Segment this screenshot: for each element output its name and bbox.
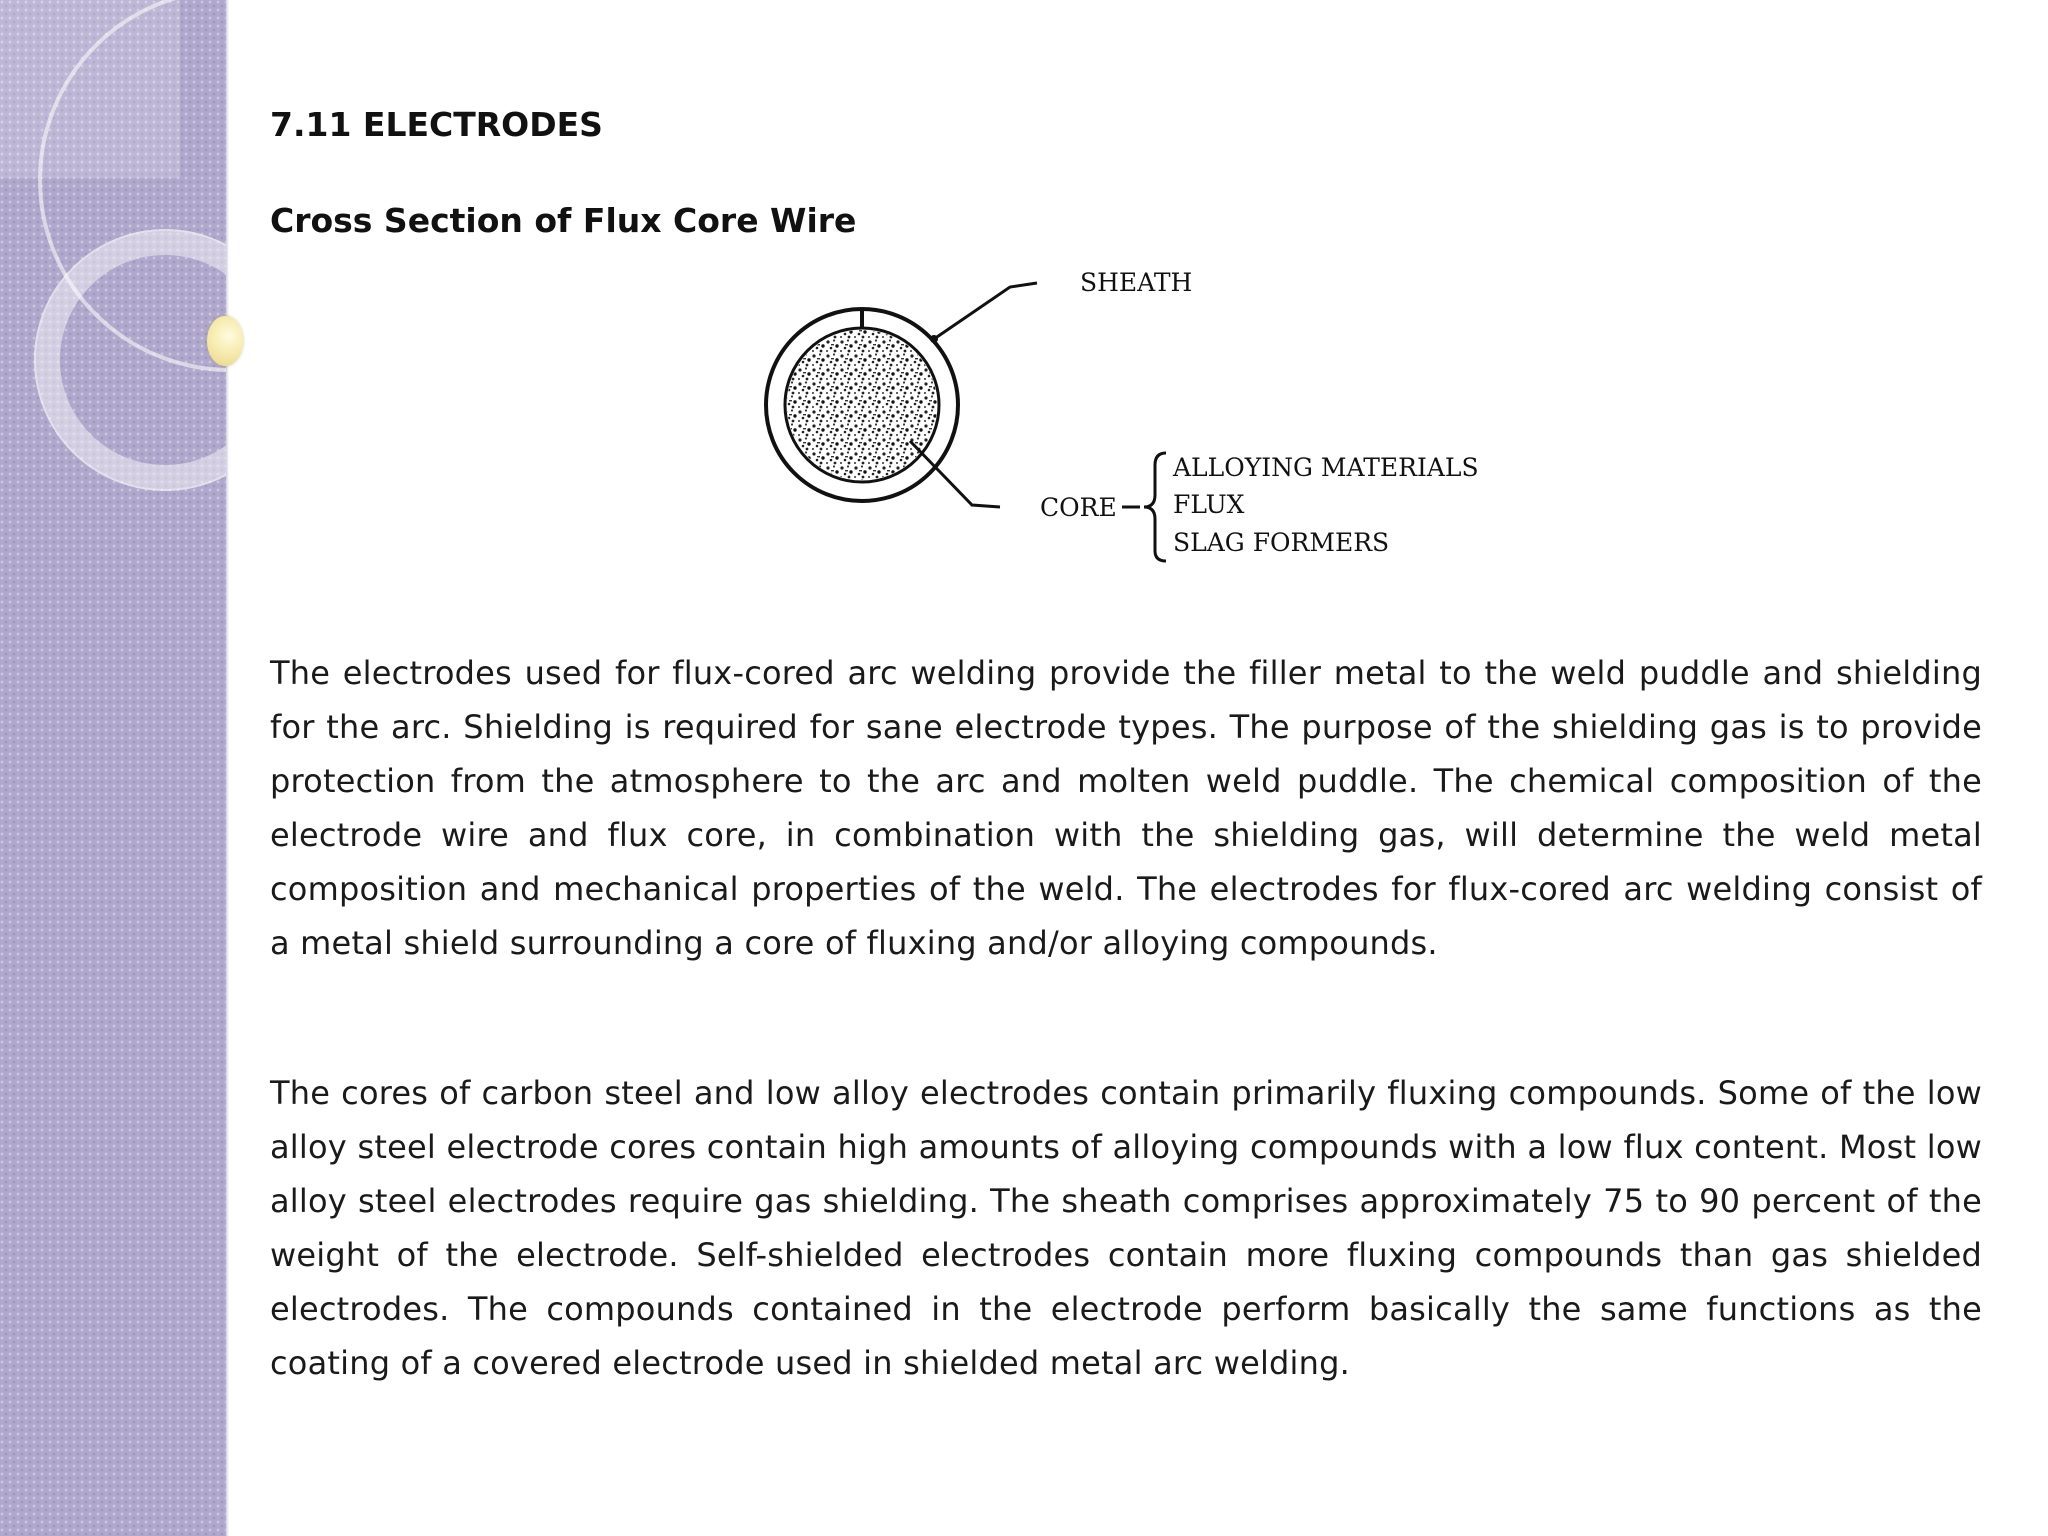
decorative-rings: [0, 0, 226, 1536]
heading-block: [270, 95, 1982, 251]
section-title: 7.11 ELECTRODES: [270, 105, 603, 144]
core-item-flux: FLUX: [1173, 490, 1245, 519]
sheath-label: SHEATH: [1080, 268, 1193, 297]
core-brace: [1144, 453, 1166, 561]
decorative-side-band: [0, 0, 226, 1536]
core-item-alloying: ALLOYING MATERIALS: [1173, 453, 1479, 482]
core-item-slag: SLAG FORMERS: [1173, 528, 1390, 557]
sheath-leader-dot: [930, 335, 938, 343]
core-label: CORE: [1040, 493, 1117, 522]
cross-section-drawing: [700, 255, 1520, 575]
side-band-edge: [226, 0, 229, 1536]
body-paragraph-2: The cores of carbon steel and low alloy electrodes contain primarily fluxing compounds. Some of the low alloy steel electrode cores contain high amounts of alloying compounds with a low flux content. Most low alloy steel electrodes require gas shielding. The sheath comprises approximately 75 to 90 percent of the weight of the electrode. Self-shielded electrodes contain more fluxing compounds than gas shielded electrodes. The compounds contained in the electrode perform basically the same functions as the coating of a covered electrode used in shielded metal arc welding.: [270, 1074, 1982, 1382]
decorative-bead: [207, 316, 243, 366]
sheath-leader-line: [934, 283, 1037, 339]
body-paragraph-1: The electrodes used for flux-cored arc welding provide the filler metal to the weld puddle and shielding for the arc. Shielding is required for sane electrode types. The purpose of the shielding gas is to provide protection from the atmosphere to the arc and molten weld puddle. The chemical composition of the electrode wire and flux core, in combination with the shielding gas, will determine the weld metal composition and mechanical properties of the weld. The electrodes for flux-cored arc welding consist of a metal shield surrounding a core of fluxing and/or alloying compounds.: [270, 654, 1982, 962]
figure-subtitle: Cross Section of Flux Core Wire: [270, 201, 857, 240]
core-fill: [787, 330, 937, 480]
flux-core-wire-diagram: [700, 255, 1520, 575]
